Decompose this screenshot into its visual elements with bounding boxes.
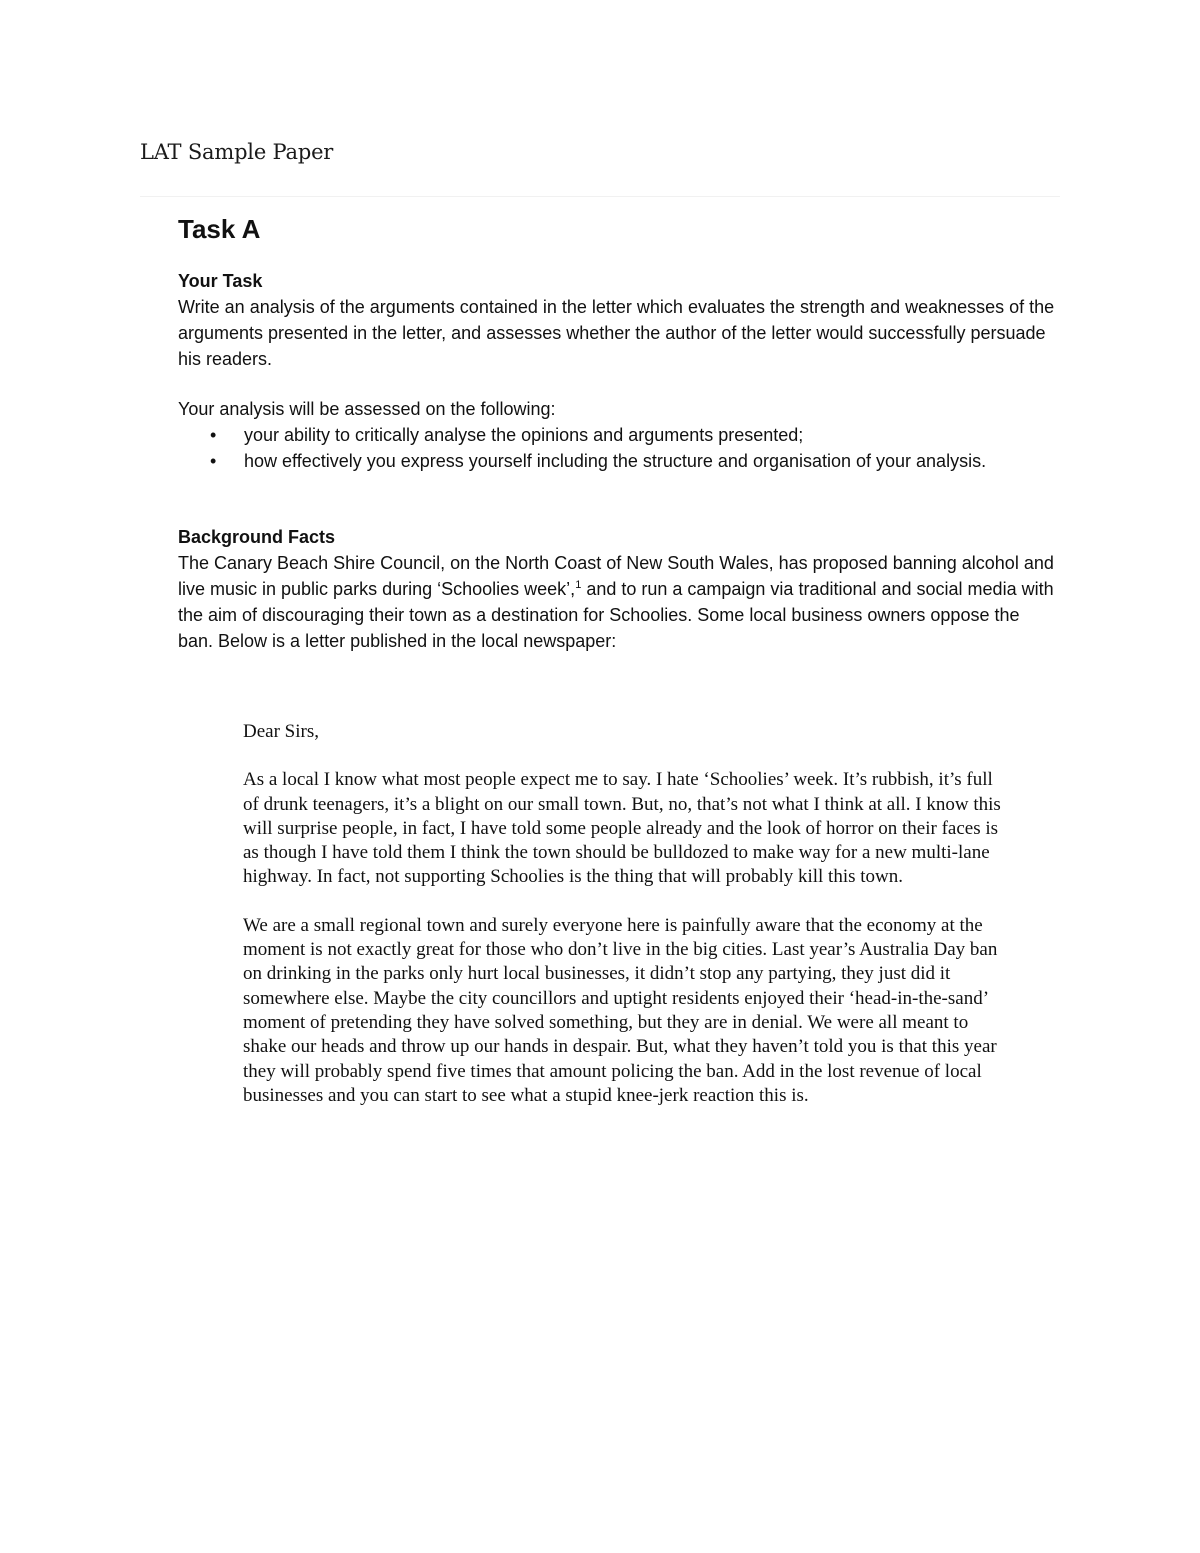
list-item xyxy=(178,448,1058,474)
your-task-body: Write an analysis of the arguments contained in the letter which evaluates the strength and weaknesses of the arguments presented in the letter, and assesses whether the author of the letter would successfully persuade his readers. xyxy=(178,297,1055,369)
assessment-intro: Your analysis will be assessed on the following: xyxy=(178,399,556,419)
letter-paragraph: We are a small regional town and surely everyone here is painfully aware that the economy at the moment is not exactly great for those who don’t live in the big cities. Last year’s Australia Day ban on drinking in the parks only hurt local businesses, it didn’t stop any partying, they just did it somewhere else. Maybe the city councillors and uptight residents enjoyed their ‘head-in-the-sand’ moment of pretending they have solved something, but they are in denial. We were all meant to shake our heads and throw up our hands in despair. But, what they haven’t told you is that this year they will probably spend five times that amount policing the ban. Add in the lost revenue of local businesses and you can start to see what a stupid knee-jerk reaction this is. xyxy=(243,914,998,1106)
task-title: Task A xyxy=(178,214,261,244)
bullet-icon: • xyxy=(210,451,217,471)
letter xyxy=(243,720,1013,1132)
spacer xyxy=(178,372,1058,396)
spacer xyxy=(178,474,1058,524)
assessment-criteria-list xyxy=(178,422,1058,474)
footnote-marker[interactable]: 1 xyxy=(575,579,582,591)
background-facts-heading: Background Facts xyxy=(178,527,336,547)
letter-paragraph: As a local I know what most people expect me to say. I hate ‘Schoolies’ week. It’s rubbish, it’s full of drunk teenagers, it’s a blight on our small town. But, no, that’s not what I think at all. I know this will surprise people, in fact, I have told some people already and the look of horror on their faces is as though I have told them I think the town should be bulldozed to make way for a new multi-lane highway. In fact, not supporting Schoolies is the thing that will probably kill this town. xyxy=(243,769,1001,888)
background-text-part1: The Canary Beach Shire Council, on the North Coast of New South Wales, has proposed banning alcohol and live music in public parks during ‘Schoolies week’, xyxy=(178,553,1054,599)
bullet-icon: • xyxy=(210,425,217,445)
list-item xyxy=(178,422,1058,448)
header-divider xyxy=(140,196,1060,197)
background-facts-body xyxy=(178,550,1058,654)
background-text-part2: and to run a campaign via traditional and social media with the aim of discouraging their town as a destination for Schoolies. Some local business owners oppose the ban. Below is a letter published in the local newspaper: xyxy=(178,579,1054,651)
your-task-heading: Your Task xyxy=(178,271,263,291)
criteria-text: your ability to critically analyse the opinions and arguments presented; xyxy=(244,425,804,445)
letter-salutation: Dear Sirs, xyxy=(243,721,319,742)
task-section xyxy=(178,212,1058,654)
criteria-text: how effectively you express yourself including the structure and organisation of your analysis. xyxy=(244,451,987,471)
page-header-title: LAT Sample Paper xyxy=(140,140,334,164)
